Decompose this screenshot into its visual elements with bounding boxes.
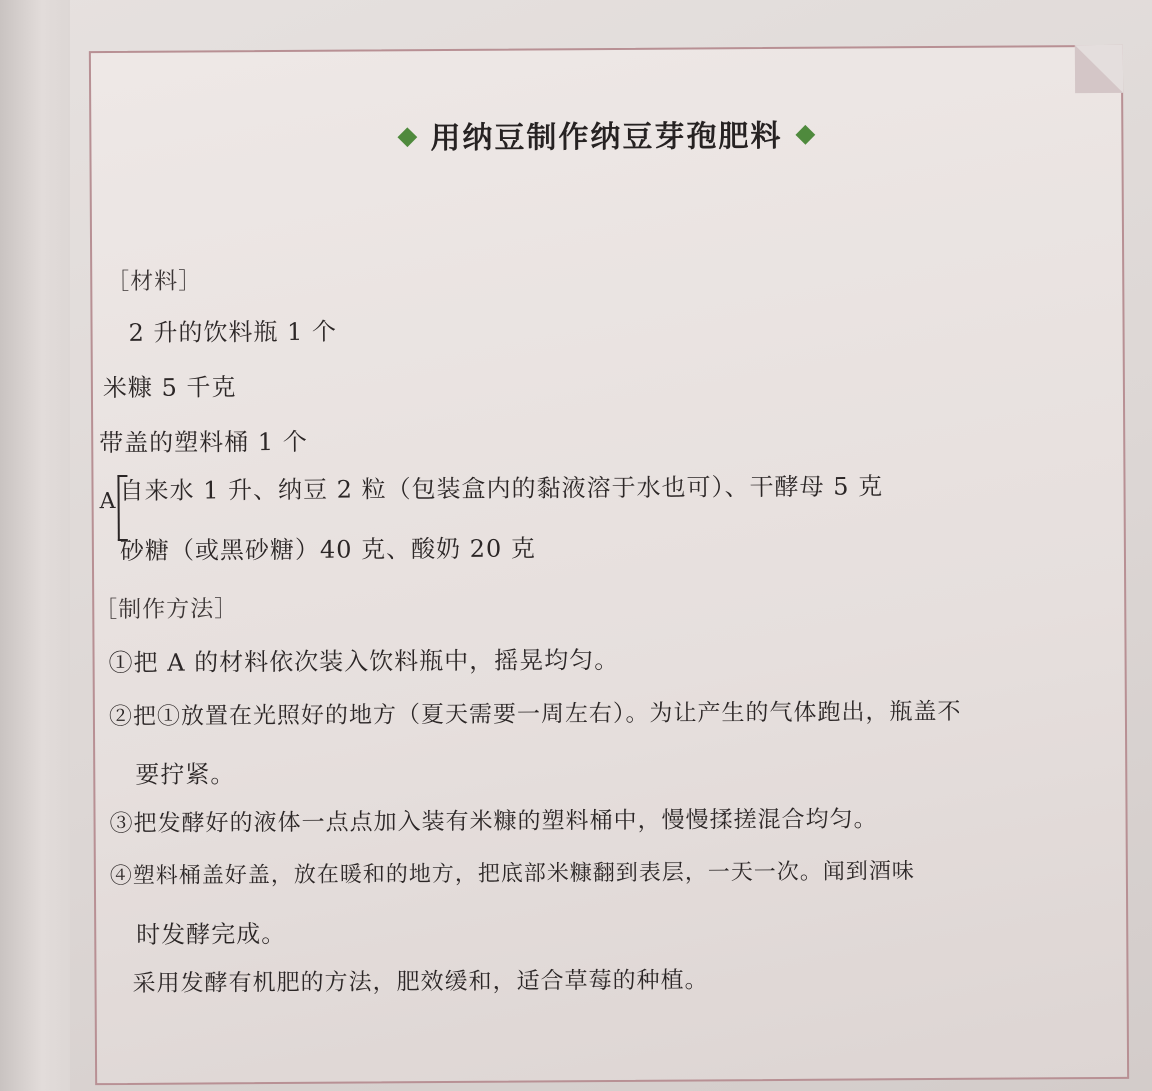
step-2: ②把①放置在光照好的地方（夏天需要一周左右）。为让产生的气体跑出，瓶盖不 (108, 698, 962, 731)
group-a-line-2: 砂糖（或黑砂糖）40 克、酸奶 20 克 (119, 534, 536, 565)
diamond-icon-right (795, 125, 815, 145)
group-a-label: A (99, 489, 116, 515)
material-item: 带盖的塑料桶 1 个 (99, 427, 308, 458)
recipe-card (89, 45, 1129, 1085)
title-row (91, 109, 1121, 159)
group-a-line-1: 自来水 1 升、纳豆 2 粒（包装盒内的黏液溶于水也可）、干酵母 5 克 (119, 472, 884, 505)
material-item: 米糠 5 千克 (102, 373, 237, 403)
method-heading: ［制作方法］ (94, 596, 239, 624)
step-4-cont: 时发酵完成。 (136, 919, 287, 949)
closing-note: 采用发酵有机肥的方法，肥效缓和，适合草莓的种植。 (132, 967, 709, 997)
step-1: ①把 A 的材料依次装入饮料瓶中，摇晃均匀。 (108, 645, 620, 678)
diamond-icon-left (397, 127, 417, 147)
folded-corner (1075, 45, 1123, 93)
materials-heading: ［材料］ (106, 268, 203, 296)
page-title: 用纳豆制作纳豆芽孢肥料 (430, 118, 783, 157)
book-binding (0, 0, 70, 1091)
step-3: ③把发酵好的液体一点点加入装有米糠的塑料桶中，慢慢揉搓混合均匀。 (109, 806, 878, 838)
material-item: 2 升的饮料瓶 1 个 (128, 317, 338, 347)
step-4: ④塑料桶盖好盖，放在暖和的地方，把底部米糠翻到表层，一天一次。闻到酒味 (109, 859, 915, 890)
step-2-cont: 要拧紧。 (135, 760, 236, 789)
